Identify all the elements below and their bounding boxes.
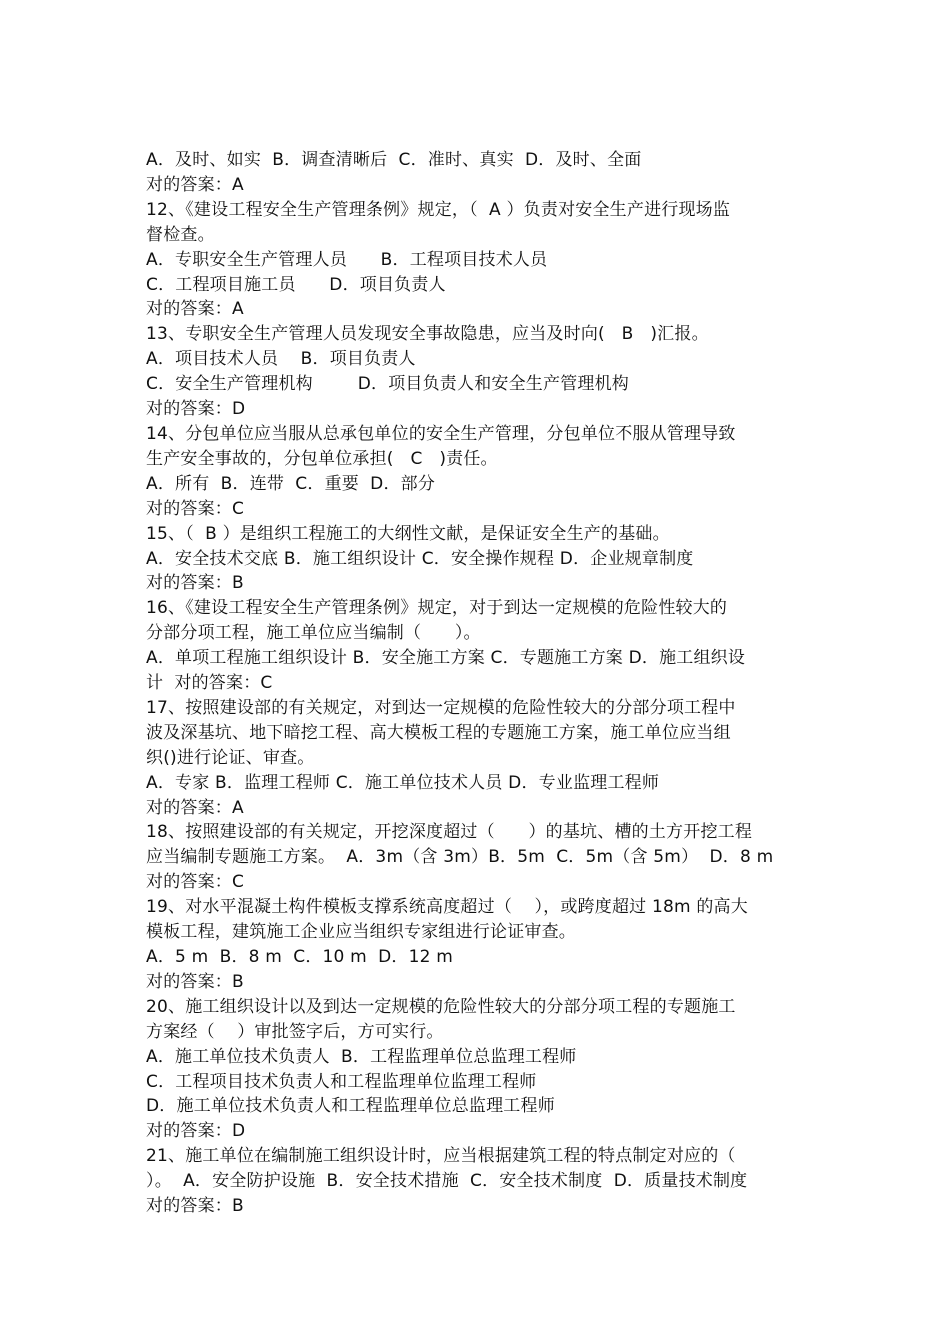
option-line: A．项目技术人员 B．项目负责人 bbox=[146, 349, 416, 370]
option-line: A．所有 B．连带 C．重要 D．部分 bbox=[146, 473, 436, 494]
question-line: 模板工程，建筑施工企业应当组织专家组进行论证审查。 bbox=[146, 922, 576, 943]
answer-line: 对的答案：A bbox=[146, 797, 244, 818]
question-line: 应当编制专题施工方案。 A．3m（含 3m）B．5m C．5m（含 5m） D．8 m bbox=[146, 847, 774, 868]
answer-line: 对的答案：B bbox=[146, 1196, 244, 1217]
answer-line: 对的答案：D bbox=[146, 399, 246, 420]
option-line: C．工程项目技术负责人和工程监理单位监理工程师 bbox=[146, 1071, 537, 1092]
question-line: 16、《建设工程安全生产管理条例》规定，对于到达一定规模的危险性较大的 bbox=[146, 598, 728, 619]
question-line: ）。 A．安全防护设施 B．安全技术措施 C．安全技术制度 D．质量技术制度 bbox=[146, 1171, 748, 1192]
text-line: A．及时、如实 B．调查清晰后 C．准时、真实 D．及时、全面 bbox=[146, 150, 642, 170]
question-line: 织()进行论证、审查。 bbox=[146, 747, 315, 768]
option-line: D．施工单位技术负责人和工程监理单位总监理工程师 bbox=[146, 1096, 555, 1117]
option-line: C．工程项目施工员 D．项目负责人 bbox=[146, 274, 446, 295]
question-line: 19、对水平混凝土构件模板支撑系统高度超过（ ），或跨度超过 18m 的高大 bbox=[146, 897, 748, 918]
question-line: 分部分项工程，施工单位应当编制（ ）。 bbox=[146, 623, 481, 644]
option-line: A．单项工程施工组织设计 B．安全施工方案 C．专题施工方案 D．施工组织设 bbox=[146, 648, 746, 669]
answer-line: 对的答案：C bbox=[146, 498, 245, 519]
question-line: 生产安全事故的，分包单位承担( C )责任。 bbox=[146, 448, 498, 469]
answer-line: 计 对的答案：C bbox=[146, 673, 273, 694]
question-line: 方案经（ ）审批签字后，方可实行。 bbox=[146, 1021, 444, 1042]
option-line: A．安全技术交底 B．施工组织设计 C．安全操作规程 D．企业规章制度 bbox=[146, 548, 694, 569]
answer-line: 对的答案：A bbox=[146, 299, 244, 320]
option-line: A．5 m B．8 m C．10 m D．12 m bbox=[146, 947, 454, 967]
question-line: 18、按照建设部的有关规定，开挖深度超过（ ）的基坑、槽的土方开挖工程 bbox=[146, 822, 753, 843]
question-line: 12、《建设工程安全生产管理条例》规定，（ A ）负责对安全生产进行现场监 bbox=[146, 199, 731, 220]
answer-line: 对的答案：C bbox=[146, 872, 245, 893]
question-line: 21、施工单位在编制施工组织设计时，应当根据建筑工程的特点制定对应的（ bbox=[146, 1146, 736, 1167]
answer-line: 对的答案：B bbox=[146, 573, 244, 594]
option-line: A．专职安全生产管理人员 B．工程项目技术人员 bbox=[146, 249, 548, 270]
option-line: A．专家 B．监理工程师 C．施工单位技术人员 D．专业监理工程师 bbox=[146, 772, 660, 793]
question-line: 14、分包单位应当服从总承包单位的安全生产管理，分包单位不服从管理导致 bbox=[146, 423, 736, 444]
answer-line: 对的答案：B bbox=[146, 971, 244, 992]
option-line: A．施工单位技术负责人 B．工程监理单位总监理工程师 bbox=[146, 1046, 577, 1067]
question-line: 15、（ B ）是组织工程施工的大纲性文献，是保证安全生产的基础。 bbox=[146, 523, 670, 544]
question-line: 20、施工组织设计以及到达一定规模的危险性较大的分部分项工程的专题施工 bbox=[146, 996, 736, 1017]
question-line: 督检查。 bbox=[146, 224, 215, 245]
answer-line: 对的答案：D bbox=[146, 1121, 246, 1142]
option-line: C．安全生产管理机构 D．项目负责人和安全生产管理机构 bbox=[146, 374, 629, 395]
question-line: 波及深基坑、地下暗挖工程、高大模板工程的专题施工方案，施工单位应当组 bbox=[146, 722, 731, 743]
question-line: 17、按照建设部的有关规定，对到达一定规模的危险性较大的分部分项工程中 bbox=[146, 697, 736, 718]
answer-line: 对的答案：A bbox=[146, 174, 244, 195]
document-body bbox=[146, 148, 814, 1219]
question-line: 13、专职安全生产管理人员发现安全事故隐患，应当及时向( B )汇报。 bbox=[146, 324, 709, 345]
